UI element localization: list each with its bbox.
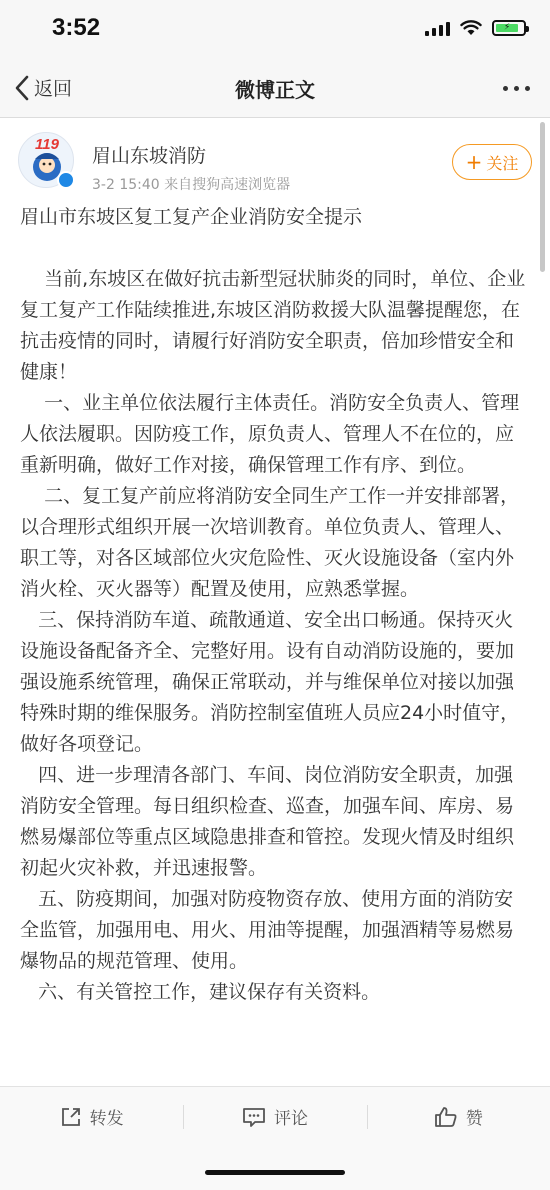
status-bar [0,0,550,60]
post-body [20,202,530,1008]
comment-button[interactable] [183,1087,366,1146]
back-label: 返回 [34,78,73,100]
like-button[interactable] [367,1087,550,1146]
post-paragraph: 六、有关管控工作，建议保存有关资料。 [20,981,381,1003]
comment-label: 评论 [273,1109,308,1129]
battery-level: ⚡ [496,24,518,32]
author-header [0,118,550,208]
repost-icon [60,1106,82,1128]
nav-bar [0,60,550,118]
more-options-button[interactable] [503,86,530,91]
more-dot-icon [514,86,519,91]
follow-button[interactable] [452,144,532,180]
repost-label: 转发 [89,1109,124,1129]
post-paragraph: 四、进一步理清各部门、车间、岗位消防安全职责，加强消防安全管理。每日组织检查、巡查，加强车间、库房、易燃易爆部位等重点区域隐患排查和管控。发现火情及时组织初起火灾补救，并迅速报警。 [20,764,515,879]
post-meta: 3-2 15:40 来自搜狗高速浏览器 [92,177,291,193]
status-icons [425,20,526,36]
repost-button[interactable] [0,1087,183,1146]
verified-badge-icon [57,171,75,189]
page-title: 微博正文 [235,78,315,102]
avatar-logo-text: 119 [35,136,59,153]
wifi-icon [460,20,482,36]
post-paragraph: 二、复工复产前应将消防安全同生产工作一并安排部署，以合理形式组织开展一次培训教育。单位负责人、管理人、职工等，对各区域部位火灾危险性、灭火设施设备（室内外消火栓、灭火器等）配置及使用，应熟悉掌握。 [20,485,520,600]
more-dot-icon [525,86,530,91]
author-name[interactable]: 眉山东坡消防 [92,145,207,167]
home-area [0,1146,550,1190]
status-time: 3:52 [52,14,101,41]
cellular-signal-icon [425,20,450,36]
avatar[interactable] [18,132,74,188]
more-dot-icon [503,86,508,91]
bottom-action-bar [0,1086,550,1146]
plus-icon: + [465,150,483,174]
comment-icon [242,1106,266,1128]
post-paragraph: 当前,东坡区在做好抗击新型冠状肺炎的同时，单位、企业复工复产工作陆续推进,东坡区消防救援大队温馨提醒您，在抗击疫情的同时，请履行好消防安全职责，倍加珍惜安全和健康！ [20,268,526,383]
post-paragraph: 三、保持消防车道、疏散通道、安全出口畅通。保持灭火设施设备配备齐全、完整好用。设有自动消防设施的，要加强设施系统管理，确保正常联动，并与维保单位对接以加强特殊时期的维保服务。消防控制室值班人员应24小时值守，做好各项登记。 [20,609,520,755]
scrollbar[interactable] [540,122,545,272]
post-title: 眉山市东坡区复工复产企业消防安全提示 [20,206,363,228]
post-paragraph: 一、业主单位依法履行主体责任。消防安全负责人、管理人依法履职。因防疫工作，原负责人、管理人不在位的，应重新明确，做好工作对接，确保管理工作有序、到位。 [20,392,520,476]
thumbs-up-icon [434,1106,458,1128]
home-indicator[interactable] [205,1170,345,1175]
battery-icon [492,20,526,36]
follow-label: 关注 [486,153,519,173]
like-label: 赞 [465,1109,483,1129]
post-paragraph: 五、防疫期间，加强对防疫物资存放、使用方面的消防安全监管，加强用电、用火、用油等提醒，加强酒精等易燃易爆物品的规范管理、使用。 [20,888,515,972]
